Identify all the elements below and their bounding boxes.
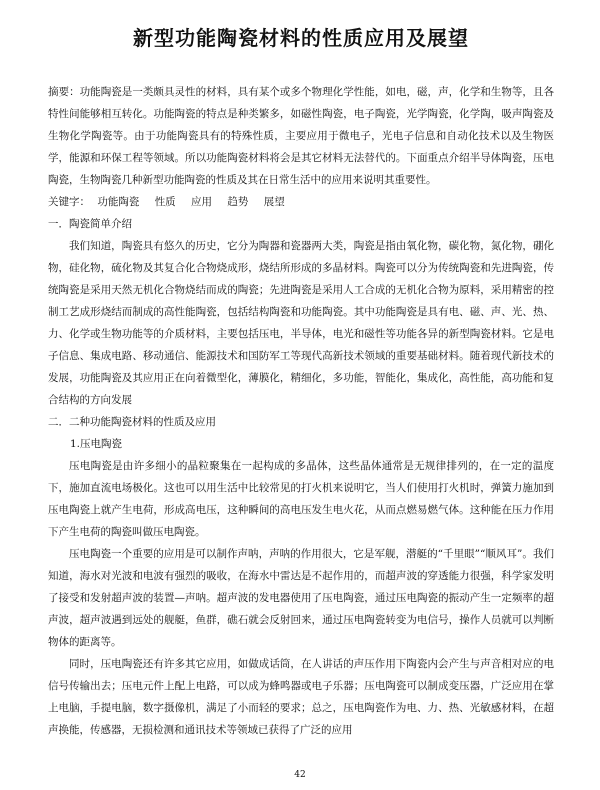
- piezo-paragraph-2: 压电陶瓷一个重要的应用是可以制作声呐，声呐的作用很大，它是军舰，潜艇的“千里眼”“顺风耳”。我们知道，海水对光波和电波有强烈的吸收，在海水中雷达是不起作用的，而超声波的穿透能力很强，科学家发明了接受和发射超声波的装置—声呐。超声波的发电器使用了压电陶瓷，通过压电陶瓷的振动产生一定频率的超声波，超声波遇到远处的舰艇，鱼群，礁石就会反射回来，通过压电陶瓷转变为电信号，操作人员就可以判断物体的距离等。: [48, 548, 554, 648]
- subsection-heading-piezo: 1.压电陶瓷: [70, 438, 123, 450]
- section-heading-1: 一．陶瓷简单介绍: [48, 218, 132, 230]
- keyword: 性质: [154, 196, 176, 208]
- page-number: 42: [294, 770, 306, 780]
- keyword: 应用: [191, 196, 213, 208]
- keywords-line: [48, 191, 554, 213]
- piezo-paragraph-3: 同时，压电陶瓷还有许多其它应用，如做成话筒，在人讲话的声压作用下陶瓷内会产生与声音相对应的电信号传输出去；压电元件上配上电路，可以成为蜂鸣器或电子乐器；压电陶瓷可以制成变压器，广泛应用在掌上电脑，手提电脑，数字摄像机，满足了小而轻的要求；总之，压电陶瓷作为电、力、热、光敏感材料，在超声换能，传感器，无损检测和通讯技术等领域已获得了广泛的应用: [48, 658, 554, 736]
- keyword: 趋势: [227, 196, 249, 208]
- abstract: 摘要：功能陶瓷是一类颇具灵性的材料，具有某个或多个物理化学性能，如电，磁，声，化学和生物等，且各特性间能够相互转化。功能陶瓷的特点是种类繁多，如磁性陶瓷，电子陶瓷，光学陶瓷，化学陶，吸声陶瓷及生物化学陶瓷等。由于功能陶瓷具有的特殊性质，主要应用于微电子，光电子信息和自动化技术以及生物医学，能源和环保工程等领域。所以功能陶瓷材料将会是其它材料无法替代的。下面重点介绍半导体陶瓷，压电陶瓷，生物陶瓷几种新型功能陶瓷的性质及其在日常生活中的应用来说明其重要性。: [48, 86, 554, 186]
- keywords-label: 关键字：: [48, 196, 90, 208]
- piezo-paragraph-1: 压电陶瓷是由许多细小的晶粒聚集在一起构成的多晶体，这些晶体通常是无规律排列的，在一定的温度下，施加直流电场极化。这也可以用生活中比较常见的打火机来说明它，当人们使用打火机时，弹簧力施加到压电陶瓷上就产生电荷，形成高电压，这种瞬间的高电压发生电火花，从而点燃易燃气体。这种能在压力作用下产生电荷的陶瓷叫做压电陶瓷。: [48, 460, 554, 538]
- keyword: 功能陶瓷: [97, 196, 140, 208]
- section-1-paragraph: 我们知道，陶瓷具有悠久的历史，它分为陶器和瓷器两大类，陶瓷是指由氧化物，碳化物，氮化物，硼化物，硅化物，硫化物及其复合化合物烧成形，烧结所形成的多晶材料。陶瓷可以分为传统陶瓷和先进陶瓷，传统陶瓷是采用天然无机化合物烧结而成的陶瓷；先进陶瓷是采用人工合成的无机化合物为原料，采用精密的控制工艺成形烧结而制成的高性能陶瓷，包括结构陶瓷和功能陶瓷。其中功能陶瓷是具有电、磁、声、光、热、力、化学或生物功能等的介质材料，主要包括压电，半导体，电光和磁性等功能各异的新型陶瓷材料。它是电子信息、集成电路、移动通信、能源技术和国防军工等现代高新技术领域的重要基础材料。随着现代新技术的发展，功能陶瓷及其应用正在向着微型化，薄膜化，精细化，多功能，智能化，集成化，高性能，高功能和复合结构的方向发展: [48, 240, 554, 406]
- section-heading-2: 二．二种功能陶瓷材料的性质及应用: [48, 416, 216, 428]
- paper-title: 新型功能陶瓷材料的性质应用及展望: [133, 26, 469, 50]
- keyword: 展望: [263, 196, 285, 208]
